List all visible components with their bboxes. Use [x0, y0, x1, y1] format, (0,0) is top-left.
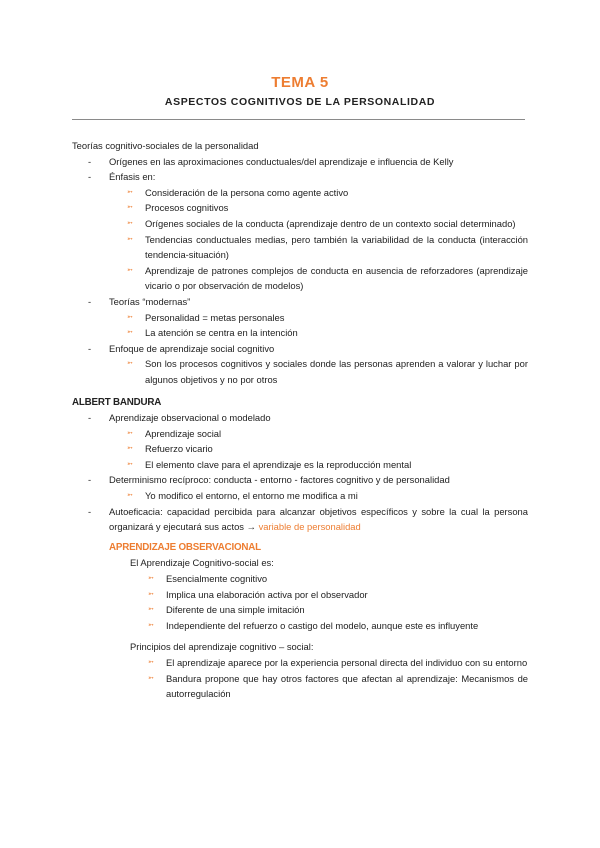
sub-list-item: ➳ Aprendizaje social: [72, 426, 528, 442]
sub-list-item: ➳ Esencialmente cognitivo: [72, 571, 528, 587]
title-divider: [72, 119, 525, 120]
list-item: [72, 410, 528, 426]
page-subtitle: ASPECTOS COGNITIVOS DE LA PERSONALIDAD: [164, 96, 436, 108]
sub-list-item: ➳ Diferente de una simple imitación: [72, 602, 528, 618]
arrow-icon: ➳: [148, 606, 154, 614]
arrow-icon: ➳: [127, 235, 133, 243]
arrow-icon: ➳: [148, 575, 154, 583]
list-item: [72, 472, 528, 488]
arrow-icon: ➳: [148, 621, 154, 629]
dash-bullet: -: [88, 171, 92, 183]
arrow-icon: ➳: [127, 329, 133, 337]
section-title: Teorías cognitivo-sociales de la personalidad: [72, 140, 259, 151]
paragraph: Principios del aprendizaje cognitivo – social:: [130, 641, 314, 653]
arrow-icon: ➳: [127, 219, 133, 227]
list-item: [72, 504, 528, 535]
sub-list-item: ➳ Son los procesos cognitivos y sociales donde las personas aprenden a valorar y luchar por algunos objetivos y no por otros: [127, 358, 528, 385]
list-item-text: Orígenes en las aproximaciones conductuales/del aprendizaje e influencia de Kelly: [109, 155, 454, 167]
sub-list-item: ➳ Aprendizaje de patrones complejos de conducta en ausencia de reforzadores (aprendizaje vicario o por observación de modelos): [127, 264, 528, 292]
sub-list-item: ➳ Tendencias conductuales medias, pero también la variabilidad de la conducta (interacción tendencia-situación): [127, 233, 528, 261]
list-item: [72, 341, 528, 357]
arrow-icon: ➳: [127, 188, 133, 196]
highlight-text: variable de personalidad: [258, 521, 361, 533]
arrow-icon: ➳: [127, 360, 133, 368]
document-body: [72, 138, 528, 702]
list-item-text: Determinismo recíproco: conducta - entorno - factores cognitivo y de personalidad: [109, 474, 450, 486]
arrow-icon: ➳: [148, 674, 154, 682]
sub-list-item: ➳ El aprendizaje aparece por la experiencia personal directa del individuo con su entorno: [72, 655, 528, 671]
dash-bullet: -: [88, 342, 92, 354]
sub-list-item: ➳ Orígenes sociales de la conducta (aprendizaje dentro de un contexto social determinado): [72, 216, 528, 232]
dash-bullet: -: [88, 295, 92, 307]
sub-list-item: ➳ Refuerzo vicario: [72, 441, 528, 457]
arrow-icon: ➳: [127, 492, 133, 500]
dash-bullet: -: [88, 474, 92, 486]
arrow-icon: ➳: [127, 445, 133, 453]
sub-list-item: ➳ La atención se centra en la intención: [72, 325, 528, 341]
arrow-icon: ➳: [148, 659, 154, 666]
sub-list-item: ➳ Bandura propone que hay otros factores que afectan al aprendizaje: Mecanismos de autorregulación: [148, 672, 528, 700]
section-heading-bandura: ALBERT BANDURA: [72, 396, 162, 408]
sub-list-item: ➳ Personalidad = metas personales: [72, 310, 528, 326]
arrow-icon: ➳: [127, 429, 133, 437]
sub-list-item: ➳ Independiente del refuerzo o castigo del modelo, aunque este es influyente: [72, 618, 528, 634]
list-item-text: Énfasis en:: [109, 171, 156, 183]
list-item: [72, 154, 528, 170]
page-title: TEMA 5: [271, 74, 329, 91]
section-heading-aprendizaje: APRENDIZAJE OBSERVACIONAL: [109, 541, 261, 553]
sub-list-item: ➳ El elemento clave para el aprendizaje es la reproducción mental: [72, 457, 528, 473]
sub-list-item: ➳ Implica una elaboración activa por el observador: [72, 587, 528, 603]
sub-list-item: ➳ Procesos cognitivos: [72, 200, 528, 216]
sub-list-item: ➳ Consideración de la persona como agente activo: [72, 185, 528, 201]
dash-bullet: -: [88, 412, 92, 424]
sub-list-item: ➳ Yo modifico el entorno, el entorno me modifica a mi: [72, 488, 528, 504]
paragraph: El Aprendizaje Cognitivo-social es:: [130, 557, 274, 569]
arrow-icon: ➳: [148, 590, 154, 598]
list-item-text: Autoeficacia: capacidad percibida para alcanzar objetivos específicos y sobre la cual la persona organizará y ejecutará sus actos: [109, 505, 528, 533]
list-item: [72, 169, 528, 185]
list-item-text: Enfoque de aprendizaje social cognitivo: [109, 342, 275, 354]
list-item: [72, 294, 528, 310]
arrow-icon: ➳: [127, 460, 133, 468]
list-item-text: Aprendizaje observacional o modelado: [109, 412, 271, 424]
arrow-icon: ➳: [127, 313, 133, 321]
dash-bullet: -: [88, 155, 92, 167]
arrow-icon: ➳: [127, 266, 133, 274]
arrow-icon: ➳: [127, 204, 133, 212]
list-item-text: Teorías “modernas”: [109, 295, 191, 307]
dash-bullet: -: [88, 505, 92, 517]
arrow-right-icon: →: [246, 521, 256, 533]
